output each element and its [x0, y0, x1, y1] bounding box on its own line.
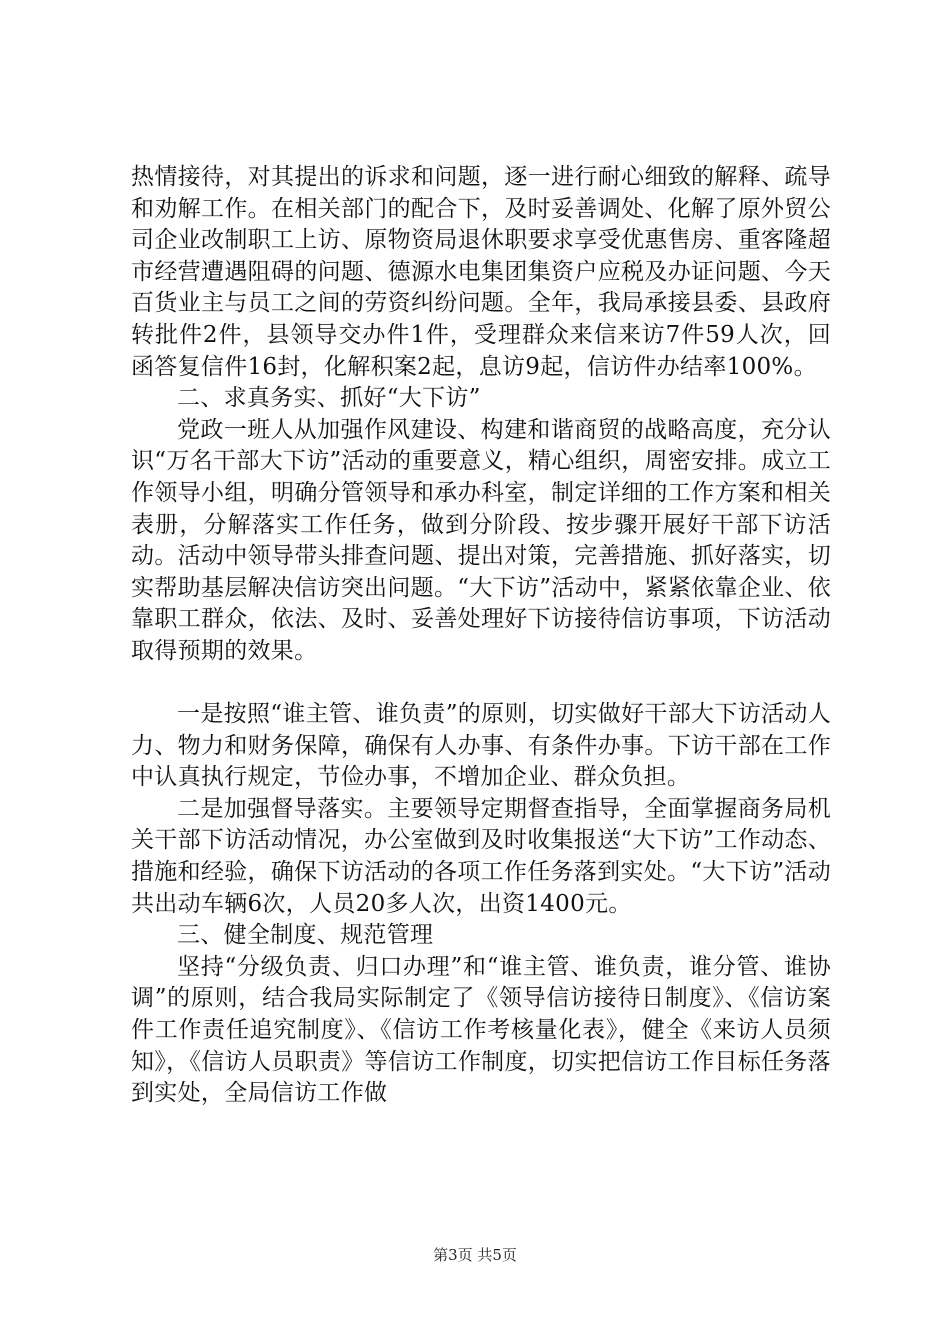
paragraph-system-rules: 坚持“分级负责、归口办理”和“谁主管、谁负责，谁分管、谁协调”的原则，结合我局实际制定了《领导信访接待日制度》、《信访案件工作责任追究制度》、《信访工作考核量化表》，健全《来访人员须知》，《信访人员职责》等信访工作制度，切实把信访工作目标任务落到实处，全局信访工作做	[131, 953, 831, 1107]
paragraph-petition-handling: 热情接待，对其提出的诉求和问题，逐一进行耐心细致的解释、疏导和劝解工作。在相关部门的配合下，及时妥善调处、化解了原外贸公司企业改制职工上访、原物资局退休职要求享受优惠售房、重客隆超市经营遭遇阻碍的问题、德源水电集团集资户应税及办证问题、今天百货业主与员工之间的劳资纠纷问题。全年，我局承接县委、县政府转批件2件，县领导交办件1件，受理群众来信来访7件59人次，回函答复信件16封，化解积案2起，息访9起，信访件办结率100%。	[131, 164, 831, 380]
paragraph-supervision: 二是加强督导落实。主要领导定期督查指导，全面掌握商务局机关干部下访活动情况，办公室做到及时收集报送“大下访”工作动态、措施和经验，确保下访活动的各项工作任务落到实处。“大下访”活动共出动车辆6次，人员20多人次，出资1400元。	[131, 795, 831, 917]
paragraph-spacer	[131, 668, 831, 700]
page-number-footer: 第3页 共5页	[433, 1246, 517, 1264]
paragraph-visits-activity: 党政一班人从加强作风建设、构建和谐商贸的战略高度，充分认识“万名干部大下访”活动的重要意义，精心组织，周密安排。成立工作领导小组，明确分管领导和承办科室，制定详细的工作方案和相关表册，分解落实工作任务，做到分阶段、按步骤开展好干部下访活动。活动中领导带头排查问题、提出对策，完善措施、抓好落实，切实帮助基层解决信访突出问题。“大下访”活动中，紧紧依靠企业、依靠职工群众，依法、及时、妥善处理好下访接待信访事项，下访活动取得预期的效果。	[131, 416, 831, 664]
section-heading-system: 三、健全制度、规范管理	[177, 922, 434, 949]
paragraph-responsibility: 一是按照“谁主管、谁负责”的原则，切实做好干部大下访活动人力、物力和财务保障，确保有人办事、有条件办事。下访干部在工作中认真执行规定，节俭办事，不增加企业、群众负担。	[131, 701, 831, 791]
document-body	[131, 162, 831, 1110]
section-heading-visits: 二、求真务实、抓好“大下访”	[177, 385, 481, 412]
